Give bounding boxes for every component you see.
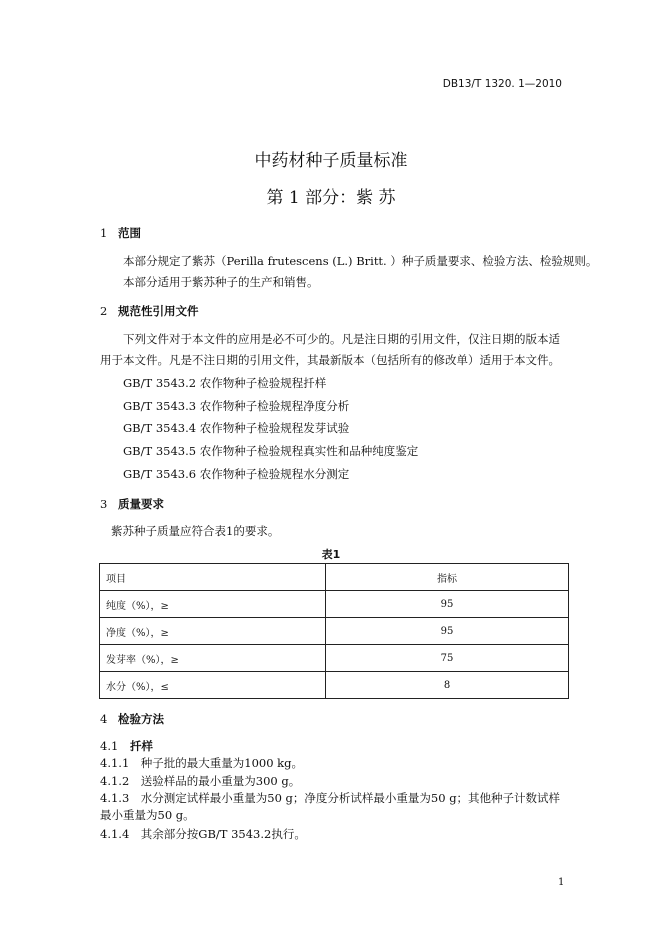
section-number: 3 [100, 497, 108, 511]
paragraph: 用于本文件。凡是不注日期的引用文件，其最新版本（包括所有的修改单）适用于本文件。 [100, 353, 560, 367]
section-number: 4 [100, 712, 108, 726]
section-title: 质量要求 [118, 497, 164, 511]
table-header-row [100, 564, 569, 591]
table-cell: 发芽率（%），≥ [100, 645, 326, 672]
table-row [100, 618, 569, 645]
table-cell: 75 [326, 645, 569, 672]
table-caption: 表1 [321, 548, 341, 561]
table-row [100, 645, 569, 672]
reference-item: GB/T 3543.6 农作物种子检验规程水分测定 [123, 467, 350, 481]
reference-item: GB/T 3543.3 农作物种子检验规程净度分析 [123, 399, 350, 413]
table-cell: 8 [326, 672, 569, 699]
section-title: 范围 [118, 226, 141, 240]
table-cell: 净度（%），≥ [100, 618, 326, 645]
paragraph: 本部分规定了紫苏（Perilla frutescens (L.) Britt. ）种子质量要求、检验方法、检验规则。 [123, 254, 598, 268]
clause-item: 4.1.4 其余部分按GB/T 3543.2执行。 [100, 827, 306, 841]
section-number: 2 [100, 304, 108, 318]
table-row [100, 672, 569, 699]
table-header-cell: 项目 [100, 564, 326, 591]
paragraph: 下列文件对于本文件的应用是必不可少的。凡是注日期的引用文件，仅注日期的版本适 [123, 332, 560, 346]
section-heading-scope [100, 225, 141, 241]
subsection-title: 扦样 [130, 739, 153, 753]
section-heading-methods [100, 711, 164, 727]
subsection-number: 4.1 [100, 739, 119, 753]
reference-item: GB/T 3543.2 农作物种子检验规程扦样 [123, 376, 327, 390]
clause-item: 4.1.1 种子批的最大重量为1000 kg。 [100, 756, 304, 770]
document-code: DB13/T 1320. 1—2010 [442, 78, 562, 90]
section-heading-quality [100, 496, 164, 512]
clause-item: 4.1.3 水分测定试样最小重量为50 g；净度分析试样最小重量为50 g；其他种子计数试样 [100, 791, 561, 805]
table-cell: 纯度（%），≥ [100, 591, 326, 618]
table-cell: 95 [326, 591, 569, 618]
section-title: 检验方法 [118, 712, 164, 726]
table-row [100, 591, 569, 618]
reference-item: GB/T 3543.4 农作物种子检验规程发芽试验 [123, 421, 350, 435]
table-cell: 95 [326, 618, 569, 645]
table-cell: 水分（%），≤ [100, 672, 326, 699]
clause-item: 4.1.2 送验样品的最小重量为300 g。 [100, 774, 301, 788]
section-number: 1 [100, 226, 108, 240]
page-number: 1 [558, 877, 565, 888]
section-heading-references [100, 303, 199, 319]
paragraph: 紫苏种子质量应符合表1的要求。 [111, 524, 280, 538]
document-title: 中药材种子质量标准 [254, 151, 408, 171]
table-header-cell: 指标 [326, 564, 569, 591]
paragraph: 本部分适用于紫苏种子的生产和销售。 [123, 275, 319, 289]
reference-item: GB/T 3543.5 农作物种子检验规程真实性和品种纯度鉴定 [123, 444, 419, 458]
quality-table [99, 563, 569, 699]
document-subtitle: 第 1 部分：紫 苏 [266, 188, 396, 208]
subsection-heading-sampling [100, 738, 153, 754]
clause-item: 最小重量为50 g。 [100, 808, 195, 822]
section-title: 规范性引用文件 [118, 304, 199, 318]
